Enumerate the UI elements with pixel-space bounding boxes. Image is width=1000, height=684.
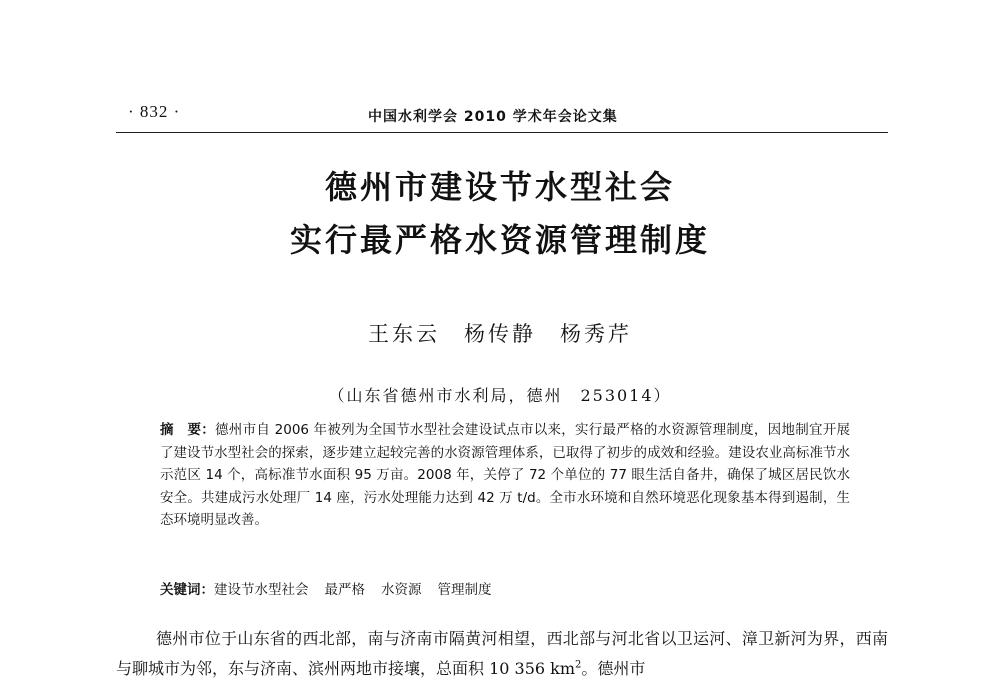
paper-title-line-1: 德州市建设节水型社会 [324,168,675,206]
keyword: 管理制度 [437,582,492,598]
keyword: 建设节水型社会 [214,582,309,598]
keyword: 最严格 [324,582,365,598]
running-header [116,98,888,133]
journal-title: 中国水利学会 2010 学术年会论文集 [368,109,618,125]
affiliation: （山东省德州市水利局，德州 253014） [328,386,672,405]
area-unit-superscript: 2 [575,659,582,671]
abstract-label: 摘 要： [160,422,216,438]
keywords-label: 关键词： [160,582,214,598]
abstract-text: 德州市自 2006 年被列为全国节水型社会建设试点市以来，实行最严格的水资源管理制度，因地制宜开展了建设节水型社会的探索，逐步建立起较完善的水资源管理体系，已取得了初步的成效和经验。建设农业高标准节水示范区 14 个，高标准节水面积 95 万亩。2008 年，关停了 72 个单位的 77 眼生活自备井，确保了城区居民饮水安全。共建成污水处理厂 14 座，污水处理能力达到 42 万 t/d。全市水环境和自然环境恶化现象基本得到遏制，生态环境明显改善。 [160,422,850,528]
paper-title-line-2: 实行最严格水资源管理制度 [289,221,710,259]
keywords [160,579,850,601]
abstract [160,419,850,532]
body-text-end: 。德州市 [581,659,646,678]
keyword: 水资源 [381,582,422,598]
body-paragraph [116,624,888,684]
page-number: · 832 · [128,102,181,121]
author-list: 王东云 杨传静 杨秀芹 [368,322,632,346]
body-text-start: 德州市位于山东省的西北部，南与济南市隔黄河相望，西北部与河北省以卫运河、漳卫新河为界，西南与聊城市为邻，东与济南、滨州两地市接壤，总面积 10 356 km [116,629,888,678]
